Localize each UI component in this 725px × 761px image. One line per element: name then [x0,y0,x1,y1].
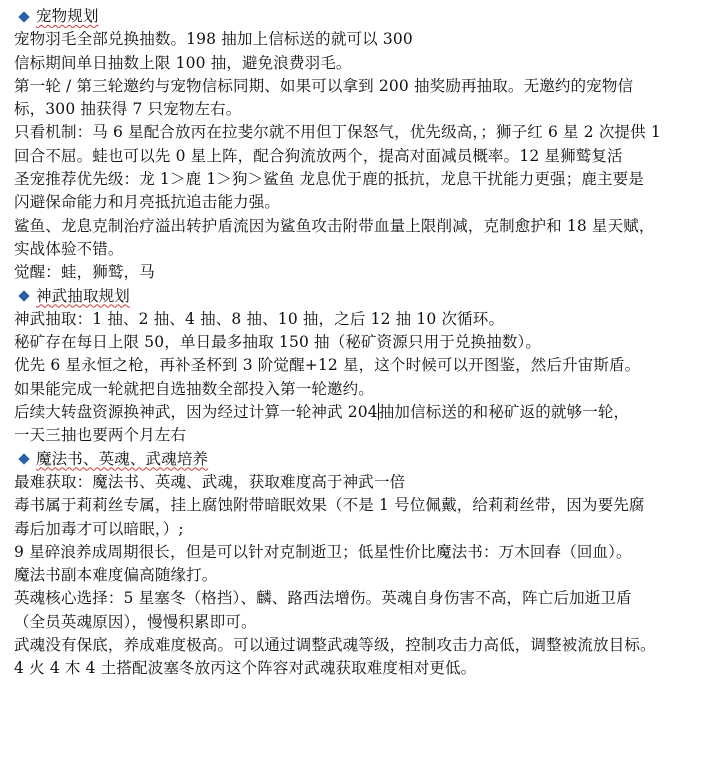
paragraph-line: 9 星碎浪养成周期很长，但是可以针对克制逝卫；低星性价比魔法书：万木回春（回血）。 [14,542,632,561]
section-heading-divine-weapon [14,285,720,308]
paragraph-line: 实战体验不错。 [14,239,124,258]
paragraph-line: 第一轮 / 第三轮邀约与宠物信标同期、如果可以拿到 200 抽奖励再抽取。无邀约的宠物信 [14,76,634,95]
diamond-bullet-icon [18,454,29,465]
paragraph-line: 优先 6 星永恒之枪，再补圣杯到 3 阶觉醒+12 星，这个时候可以开图鉴，然后升宙斯盾。 [14,356,641,375]
section-heading-text: 神武抽取规划 [36,286,130,305]
paragraph-line: （全员英魂原因），慢慢积累即可。 [14,612,257,631]
paragraph-text-before-cursor: 后续大转盘资源换神武，因为经过计算一轮神武 204 [14,403,378,422]
paragraph-line: 一天三抽也要两个月左右 [14,426,187,445]
paragraph-text-after-cursor: 抽加信标送的和秘矿返的就够一轮， [378,403,630,422]
paragraph-line: 毒后加毒才可以暗眠，）; [14,519,184,538]
paragraph-line: 回合不屈。蛙也可以先 0 星上阵，配合狗流放两个，提高对面减员概率。12 星狮鹫复活 [14,146,623,165]
paragraph-line: 鲨鱼、龙息克制治疗溢出转护盾流因为鲨鱼攻击附带血量上限削减，克制愈护和 18 星天赋， [14,216,655,235]
paragraph-line: 圣宠推荐优先级：龙 1＞鹿 1＞狗＞鲨鱼 龙息优于鹿的抵抗，龙息干扰能力更强；鹿主要是 [14,170,644,189]
section-heading-text: 宠物规划 [36,7,99,25]
paragraph-line: 只看机制：马 6 星配合放丙在拉斐尔就不用但丁保怒气，优先级高，；狮子红 6 星 2 次提供 1 [14,123,661,142]
paragraph-line: 觉醒：蛙，狮鹫，马 [14,263,155,282]
paragraph-line: 闪避保命能力和月亮抵抗追击能力强。 [14,193,281,212]
section-heading-pet-plan [14,5,720,28]
paragraph-line-with-cursor[interactable] [14,401,720,424]
document-body [14,5,720,681]
paragraph-line: 信标期间单日抽数上限 100 抽，避免浪费羽毛。 [14,53,352,72]
paragraph-line: 如果能完成一轮就把自选抽数全部投入第一轮邀约。 [14,379,374,398]
section-heading-text: 魔法书、英魂、武魂培养 [36,449,209,468]
paragraph-line: 秘矿存在每日上限 50，单日最多抽取 150 抽（秘矿资源只用于兑换抽数）。 [14,333,542,352]
diamond-bullet-icon [18,11,29,22]
paragraph-line: 4 火 4 木 4 土搭配波塞冬放丙这个阵容对武魂获取难度相对更低。 [14,659,477,678]
paragraph-line: 宠物羽毛全部兑换抽数。198 抽加上信标送的就可以 300 [14,30,413,49]
paragraph-line: 武魂没有保底，养成难度极高。可以通过调整武魂等级，控制攻击力高低，调整被流放目标。 [14,636,656,655]
paragraph-line: 毒书属于莉莉丝专属，挂上腐蚀附带暗眠效果（不是 1 号位佩戴，给莉莉丝带，因为要先腐 [14,496,645,515]
paragraph-line: 神武抽取：1 抽、2 抽、4 抽、8 抽、10 抽，之后 12 抽 10 次循环。 [14,309,505,328]
paragraph-line: 标，300 抽获得 7 只宠物左右。 [14,100,242,119]
paragraph-line: 英魂核心选择：5 星塞冬（格挡）、麟、路西法增伤。英魂自身伤害不高，阵亡后加逝卫盾 [14,589,632,608]
diamond-bullet-icon [18,291,29,302]
paragraph-line: 魔法书副本难度偏高随缘打。 [14,566,218,585]
paragraph-line: 最难获取：魔法书、英魂、武魂，获取难度高于神武一倍 [14,472,406,491]
section-heading-magic-book [14,448,720,471]
